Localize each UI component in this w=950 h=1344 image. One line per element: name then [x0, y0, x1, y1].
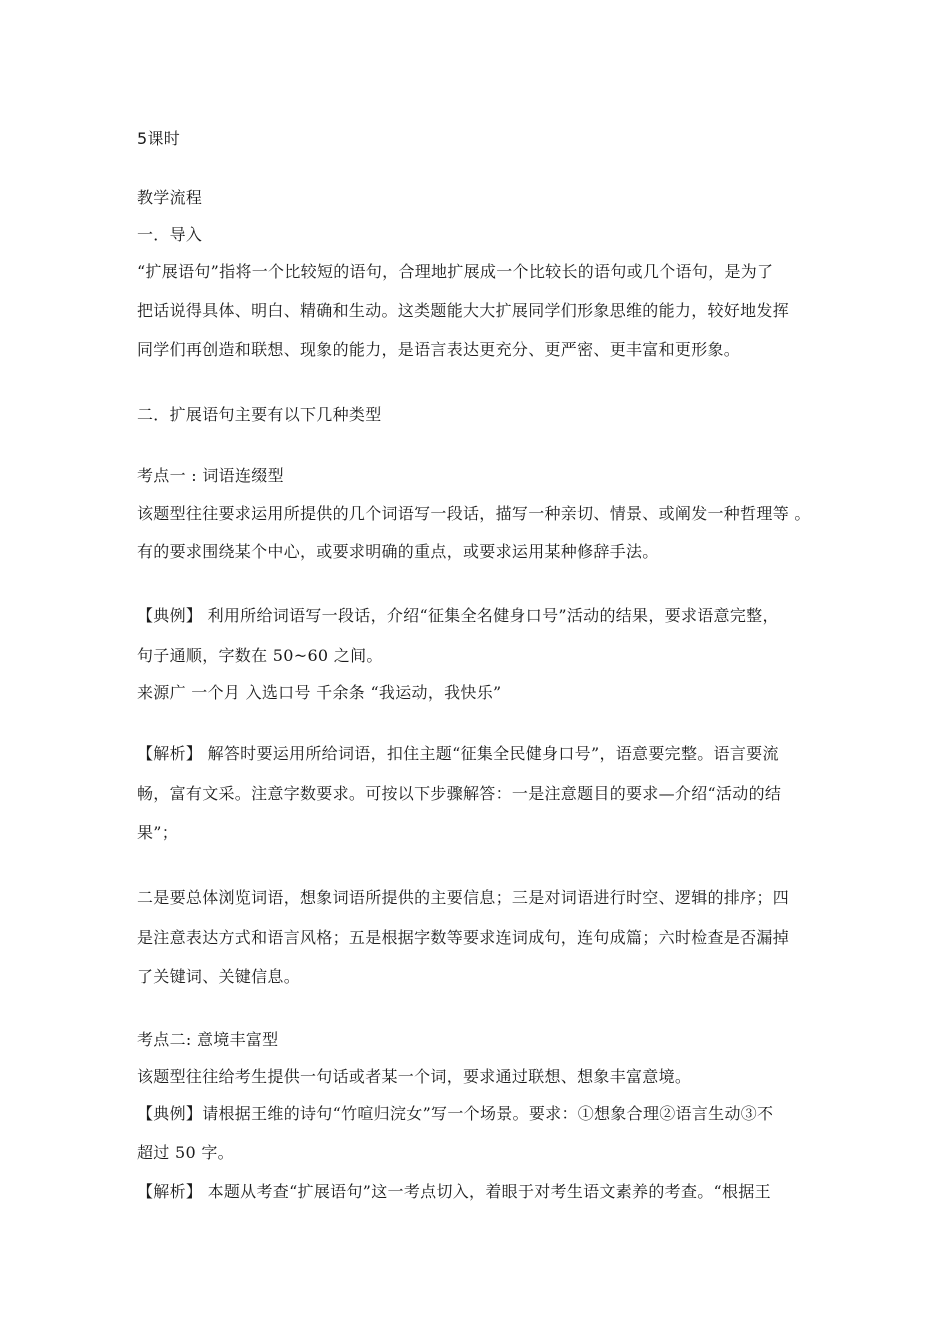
example-line: 【典例】 利用所给词语写一段话，介绍“征集全名健身口号”活动的结果，要求语意完整， — [137, 606, 779, 625]
analysis-line: 果”； — [137, 823, 179, 842]
paragraph-line: 该题型往往要求运用所提供的几个词语写一段话，描写一种亲切、情景、或阐发一种哲理等 。 — [137, 504, 811, 523]
section-heading-types: 二．扩展语句主要有以下几种类型 — [137, 405, 382, 424]
paragraph-line: 了关键词、关键信息。 — [137, 967, 301, 986]
paragraph-line: “扩展语句”指将一个比较短的语句，合理地扩展成一个比较长的语句或几个语句，是为了 — [137, 262, 774, 281]
section-heading-teaching-process: 教学流程 — [137, 188, 203, 207]
paragraph-line: 有的要求围绕某个中心，或要求明确的重点，或要求运用某种修辞手法。 — [137, 542, 659, 561]
lesson-count: 5课时 — [137, 129, 181, 148]
analysis-line: 畅，富有文采。注意字数要求。可按以下步骤解答：一是注意题目的要求—介绍“活动的结 — [137, 784, 782, 803]
paragraph-line: 该题型往往给考生提供一句话或者某一个词，要求通过联想、想象丰富意境。 — [137, 1067, 692, 1086]
subheading-point-one: 考点一 : 词语连缀型 — [137, 466, 284, 485]
example-word-list: 来源广 一个月 入选口号 千余条 “我运动，我快乐” — [137, 683, 502, 702]
subheading-point-two: 考点二: 意境丰富型 — [137, 1030, 279, 1049]
example-line: 超过 50 字。 — [137, 1143, 234, 1162]
section-heading-introduction: 一．导入 — [137, 225, 203, 244]
paragraph-line: 同学们再创造和联想、现象的能力，是语言表达更充分、更严密、更丰富和更形象。 — [137, 340, 741, 359]
example-line: 【典例】请根据王维的诗句“竹喧归浣女”写一个场景。要求：①想象合理②语言生动③不 — [137, 1104, 774, 1123]
analysis-line: 【解析】 本题从考查“扩展语句”这一考点切入，着眼于对考生语文素养的考查。“根据王 — [137, 1182, 771, 1201]
paragraph-line: 是注意表达方式和语言风格；五是根据字数等要求连词成句，连句成篇；六时检查是否漏掉 — [137, 928, 790, 947]
example-line: 句子通顺，字数在 50~60 之间。 — [137, 646, 383, 665]
paragraph-line: 把话说得具体、明白、精确和生动。这类题能大大扩展同学们形象思维的能力，较好地发挥 — [137, 301, 790, 320]
analysis-line: 【解析】 解答时要运用所给词语，扣住主题“征集全民健身口号”，语意要完整。语言要流 — [137, 744, 779, 763]
paragraph-line: 二是要总体浏览词语，想象词语所提供的主要信息；三是对词语进行时空、逻辑的排序；四 — [137, 888, 790, 907]
